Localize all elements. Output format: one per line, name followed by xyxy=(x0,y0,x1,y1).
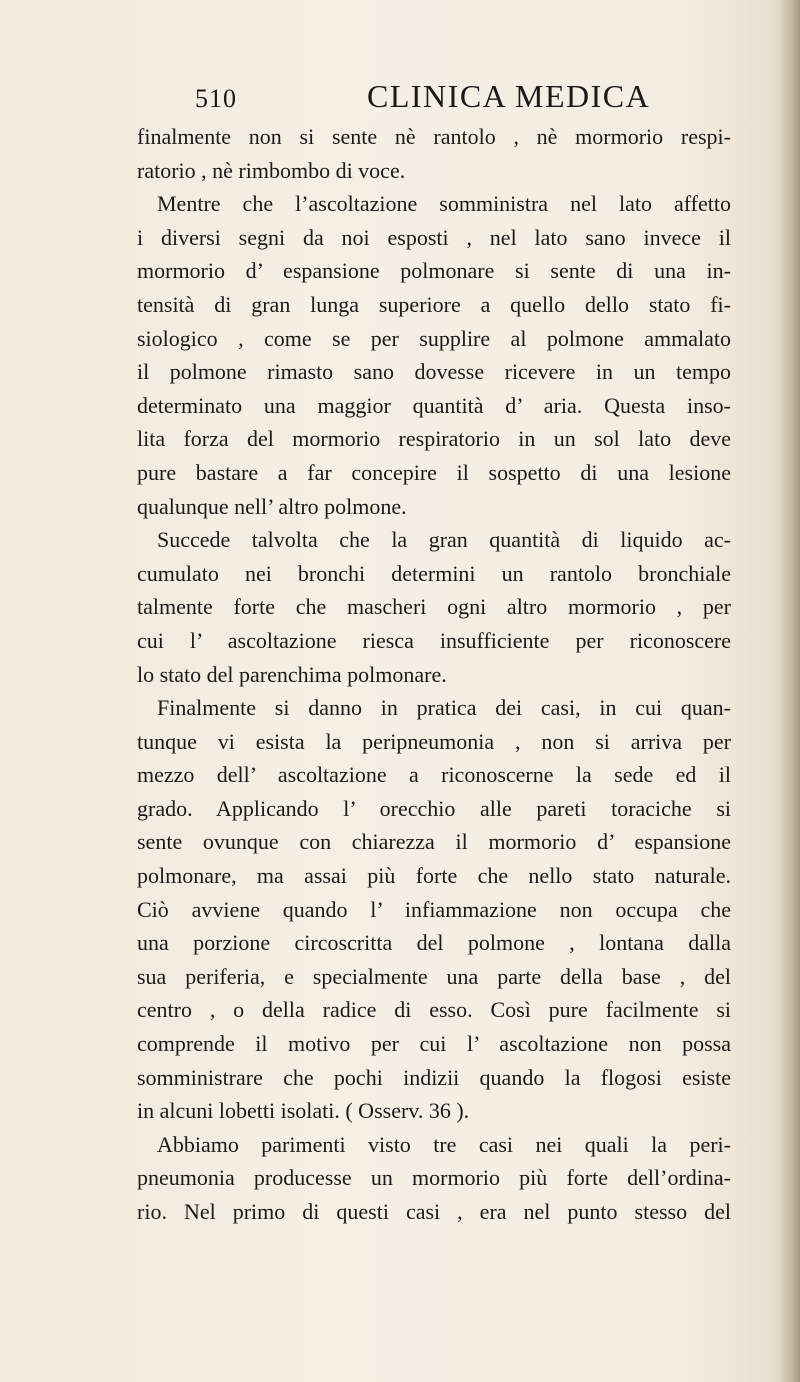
text-line: pure bastare a far concepire il sospetto di una lesione xyxy=(137,459,731,485)
text-line: pneumonia producesse un mormorio più forte dell’ordina- xyxy=(137,1165,731,1191)
page-header xyxy=(187,78,747,118)
text-line: siologico , come se per supplire al polmone ammalato xyxy=(137,325,731,351)
text-line: finalmente non si sente nè rantolo , nè mormorio respi- xyxy=(137,124,731,149)
page-edge-shadow xyxy=(778,0,800,1382)
running-title: CLINICA MEDICA xyxy=(367,78,651,114)
text-line: i diversi segni da noi esposti , nel lato sano invece il xyxy=(137,224,731,250)
text-line: determinato una maggior quantità d’ aria. Questa inso- xyxy=(137,392,731,418)
text-line: somministrare che pochi indizii quando la flogosi esiste xyxy=(137,1064,731,1090)
text-line: Finalmente si danno in pratica dei casi, in cui quan- xyxy=(157,695,731,721)
text-line: comprende il motivo per cui l’ ascoltazione non possa xyxy=(137,1031,731,1057)
body-text xyxy=(137,120,731,1229)
text-line: mezzo dell’ ascoltazione a riconoscerne la sede ed il xyxy=(137,762,731,788)
text-line: centro , o della radice di esso. Così pure facilmente si xyxy=(137,997,731,1023)
text-line: lita forza del mormorio respiratorio in un sol lato deve xyxy=(137,426,731,452)
text-line: una porzione circoscritta del polmone , lontana dalla xyxy=(137,930,731,956)
text-line: Mentre che l’ascoltazione somministra nel lato affetto xyxy=(157,191,731,217)
text-line: rio. Nel primo di questi casi , era nel punto stesso del xyxy=(137,1199,731,1224)
text-line: cui l’ ascoltazione riesca insufficiente per riconoscere xyxy=(137,627,731,653)
text-line: tensità di gran lunga superiore a quello dello stato fi- xyxy=(137,291,731,317)
text-line: Ciò avviene quando l’ infiammazione non occupa che xyxy=(137,896,731,922)
text-line: in alcuni lobetti isolati. ( Osserv. 36 ). xyxy=(137,1098,470,1124)
text-line: il polmone rimasto sano dovesse ricevere in un tempo xyxy=(137,359,731,385)
text-line: qualunque nell’ altro polmone. xyxy=(137,493,407,519)
text-line: sua periferia, e specialmente una parte della base , del xyxy=(137,963,731,989)
text-line: Succede talvolta che la gran quantità di liquido ac- xyxy=(157,527,731,553)
page-number: 510 xyxy=(195,84,237,113)
text-line: Abbiamo parimenti visto tre casi nei quali la peri- xyxy=(157,1131,731,1157)
text-line: polmonare, ma assai più forte che nello stato naturale. xyxy=(137,863,731,889)
text-line: mormorio d’ espansione polmonare si sente di una in- xyxy=(137,258,731,284)
text-line: lo stato del parenchima polmonare. xyxy=(137,661,447,687)
text-line: sente ovunque con chiarezza il mormorio d’ espansione xyxy=(137,829,731,855)
text-line: talmente forte che mascheri ogni altro mormorio , per xyxy=(137,594,731,620)
text-line: grado. Applicando l’ orecchio alle pareti toraciche si xyxy=(137,795,731,821)
text-line: ratorio , nè rimbombo di voce. xyxy=(137,157,406,183)
text-line: cumulato nei bronchi determini un rantolo bronchiale xyxy=(137,560,731,586)
text-line: tunque vi esista la peripneumonia , non si arriva per xyxy=(137,728,731,754)
